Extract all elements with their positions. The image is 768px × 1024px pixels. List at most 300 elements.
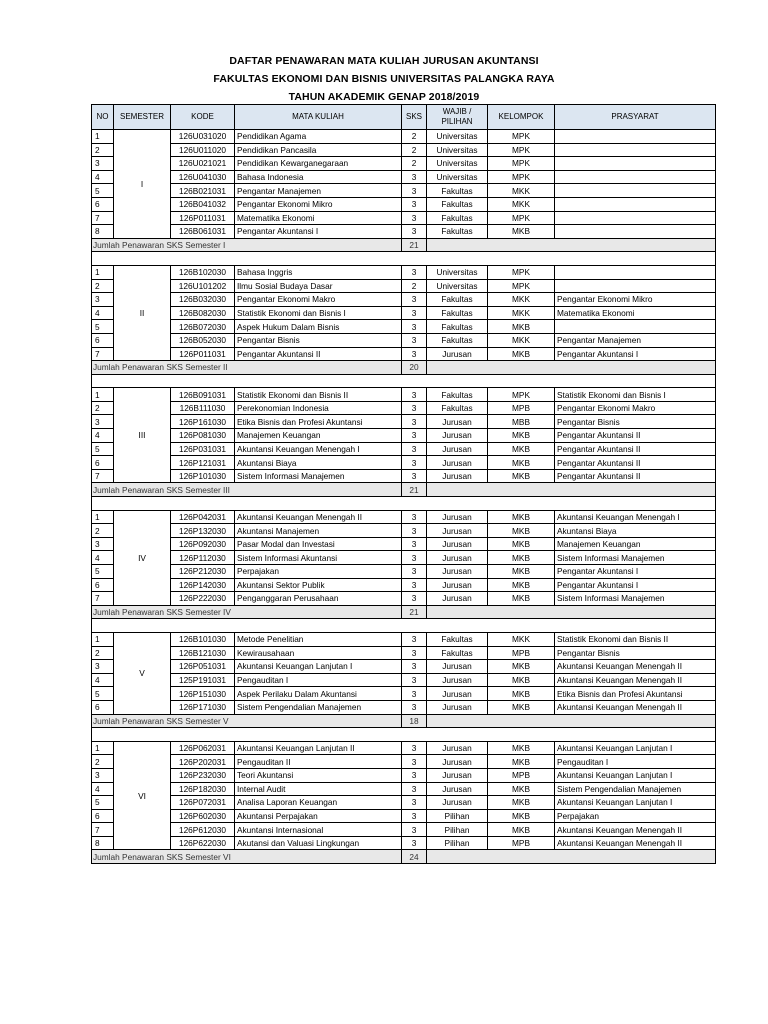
table-row [92, 442, 716, 456]
cell-wajib-pilihan: Universitas [427, 170, 488, 184]
cell-kode: 126B041032 [171, 197, 235, 211]
cell-sks: 3 [402, 170, 427, 184]
semester-cell: V [114, 632, 171, 714]
table-row [92, 456, 716, 470]
cell-no: 8 [92, 836, 114, 850]
cell-kelompok: MKB [488, 673, 555, 687]
cell-mata-kuliah: Perpajakan [235, 565, 402, 579]
spacer-cell [92, 497, 716, 511]
semester-cell: I [114, 130, 171, 239]
cell-prasyarat: Pengauditan I [555, 755, 716, 769]
cell-no: 1 [92, 741, 114, 755]
spacer-cell [92, 728, 716, 742]
table-row [92, 211, 716, 225]
cell-wajib-pilihan: Jurusan [427, 578, 488, 592]
semester-total-label: Jumlah Penawaran SKS Semester II [92, 361, 402, 375]
header-wajib-pilihan: WAJIB / PILIHAN [427, 105, 488, 130]
cell-kelompok: MPB [488, 401, 555, 415]
cell-sks: 3 [402, 265, 427, 279]
cell-no: 3 [92, 293, 114, 307]
cell-mata-kuliah: Manajemen Keuangan [235, 429, 402, 443]
cell-prasyarat: Pengantar Akuntansi I [555, 347, 716, 361]
cell-prasyarat: Akuntansi Keuangan Menengah II [555, 673, 716, 687]
table-row [92, 306, 716, 320]
table-row [92, 415, 716, 429]
cell-kode: 126P232030 [171, 768, 235, 782]
table-row [92, 469, 716, 483]
cell-no: 6 [92, 578, 114, 592]
cell-sks: 3 [402, 632, 427, 646]
semester-total-label: Jumlah Penawaran SKS Semester VI [92, 850, 402, 864]
cell-kelompok: MKB [488, 456, 555, 470]
cell-wajib-pilihan: Jurusan [427, 347, 488, 361]
cell-no: 1 [92, 632, 114, 646]
semester-total-row [92, 714, 716, 728]
cell-sks: 3 [402, 796, 427, 810]
cell-sks: 3 [402, 333, 427, 347]
cell-sks: 3 [402, 782, 427, 796]
cell-kode: 126B061031 [171, 225, 235, 239]
cell-mata-kuliah: Pendidikan Pancasila [235, 143, 402, 157]
cell-sks: 3 [402, 456, 427, 470]
spacer-row [92, 619, 716, 633]
cell-wajib-pilihan: Jurusan [427, 456, 488, 470]
cell-kelompok: MKB [488, 700, 555, 714]
cell-wajib-pilihan: Fakultas [427, 293, 488, 307]
document-title [0, 52, 768, 106]
cell-sks: 3 [402, 809, 427, 823]
cell-no: 6 [92, 809, 114, 823]
cell-sks: 3 [402, 660, 427, 674]
cell-mata-kuliah: Pengauditan I [235, 673, 402, 687]
cell-kelompok: MKB [488, 225, 555, 239]
cell-prasyarat: Pengantar Akuntansi I [555, 578, 716, 592]
cell-mata-kuliah: Internal Audit [235, 782, 402, 796]
cell-kelompok: MKB [488, 796, 555, 810]
table-header-row [92, 105, 716, 130]
cell-wajib-pilihan: Jurusan [427, 660, 488, 674]
cell-kode: 126U031020 [171, 130, 235, 144]
cell-prasyarat: Pengantar Akuntansi II [555, 469, 716, 483]
spacer-row [92, 252, 716, 266]
cell-prasyarat: Akuntansi Keuangan Lanjutan I [555, 768, 716, 782]
semester-total-filler [427, 361, 716, 375]
cell-kode: 126B072030 [171, 320, 235, 334]
cell-kelompok: MKB [488, 524, 555, 538]
table-row [92, 646, 716, 660]
cell-mata-kuliah: Pengantar Akuntansi I [235, 225, 402, 239]
cell-mata-kuliah: Pengantar Ekonomi Mikro [235, 197, 402, 211]
cell-kode: 126P112030 [171, 551, 235, 565]
table-row [92, 293, 716, 307]
cell-sks: 3 [402, 442, 427, 456]
cell-prasyarat [555, 320, 716, 334]
cell-prasyarat: Akuntansi Biaya [555, 524, 716, 538]
table-row [92, 796, 716, 810]
cell-mata-kuliah: Analisa Laporan Keuangan [235, 796, 402, 810]
cell-no: 1 [92, 130, 114, 144]
cell-mata-kuliah: Aspek Perilaku Dalam Akuntansi [235, 687, 402, 701]
table-row [92, 347, 716, 361]
cell-sks: 3 [402, 768, 427, 782]
cell-prasyarat: Pengantar Akuntansi II [555, 442, 716, 456]
cell-no: 4 [92, 673, 114, 687]
cell-kelompok: MKB [488, 429, 555, 443]
cell-prasyarat: Pengantar Akuntansi I [555, 565, 716, 579]
cell-mata-kuliah: Akuntansi Keuangan Lanjutan II [235, 741, 402, 755]
cell-prasyarat [555, 170, 716, 184]
cell-prasyarat: Statistik Ekonomi dan Bisnis II [555, 632, 716, 646]
cell-mata-kuliah: Teori Akuntansi [235, 768, 402, 782]
semester-total-row [92, 361, 716, 375]
cell-prasyarat [555, 197, 716, 211]
cell-prasyarat: Perpajakan [555, 809, 716, 823]
cell-mata-kuliah: Kewirausahaan [235, 646, 402, 660]
cell-prasyarat [555, 157, 716, 171]
cell-no: 5 [92, 565, 114, 579]
table-row [92, 333, 716, 347]
cell-sks: 3 [402, 741, 427, 755]
cell-sks: 3 [402, 592, 427, 606]
cell-no: 6 [92, 333, 114, 347]
semester-total-sks: 24 [402, 850, 427, 864]
title-line-3: TAHUN AKADEMIK GENAP 2018/2019 [288, 91, 480, 103]
cell-no: 7 [92, 469, 114, 483]
cell-mata-kuliah: Pengauditan II [235, 755, 402, 769]
cell-kelompok: MPK [488, 157, 555, 171]
table-row [92, 429, 716, 443]
cell-wajib-pilihan: Fakultas [427, 225, 488, 239]
cell-kode: 126B052030 [171, 333, 235, 347]
cell-kode: 126P101030 [171, 469, 235, 483]
cell-mata-kuliah: Perekonomian Indonesia [235, 401, 402, 415]
cell-sks: 3 [402, 510, 427, 524]
cell-kode: 126P132030 [171, 524, 235, 538]
cell-sks: 3 [402, 537, 427, 551]
cell-kelompok: MKB [488, 469, 555, 483]
cell-sks: 3 [402, 225, 427, 239]
header-kelompok: KELOMPOK [488, 105, 555, 130]
cell-prasyarat: Sistem Informasi Manajemen [555, 551, 716, 565]
cell-prasyarat: Sistem Pengendalian Manajemen [555, 782, 716, 796]
table-row [92, 768, 716, 782]
cell-sks: 3 [402, 388, 427, 402]
cell-no: 2 [92, 279, 114, 293]
cell-kode: 126P602030 [171, 809, 235, 823]
cell-wajib-pilihan: Fakultas [427, 320, 488, 334]
semester-cell: IV [114, 510, 171, 605]
cell-kelompok: MKB [488, 537, 555, 551]
cell-kelompok: MKB [488, 823, 555, 837]
cell-no: 4 [92, 170, 114, 184]
cell-kelompok: MKB [488, 347, 555, 361]
cell-kelompok: MKB [488, 551, 555, 565]
cell-kelompok: MPB [488, 836, 555, 850]
table-row [92, 741, 716, 755]
cell-kelompok: MKK [488, 184, 555, 198]
cell-wajib-pilihan: Jurusan [427, 551, 488, 565]
table-row [92, 551, 716, 565]
cell-mata-kuliah: Akuntansi Sektor Publik [235, 578, 402, 592]
cell-prasyarat: Pengantar Bisnis [555, 646, 716, 660]
cell-no: 4 [92, 306, 114, 320]
cell-mata-kuliah: Statistik Ekonomi dan Bisnis I [235, 306, 402, 320]
table-row [92, 524, 716, 538]
table-row [92, 388, 716, 402]
cell-wajib-pilihan: Jurusan [427, 741, 488, 755]
cell-mata-kuliah: Akutansi dan Valuasi Lingkungan [235, 836, 402, 850]
cell-kelompok: MKB [488, 320, 555, 334]
semester-total-sks: 21 [402, 483, 427, 497]
cell-no: 2 [92, 143, 114, 157]
cell-wajib-pilihan: Jurusan [427, 673, 488, 687]
cell-wajib-pilihan: Jurusan [427, 415, 488, 429]
cell-prasyarat: Akuntansi Keuangan Menengah II [555, 700, 716, 714]
cell-mata-kuliah: Ilmu Sosial Budaya Dasar [235, 279, 402, 293]
cell-kelompok: MPB [488, 646, 555, 660]
table-row [92, 537, 716, 551]
cell-no: 7 [92, 347, 114, 361]
cell-kelompok: MKB [488, 592, 555, 606]
spacer-cell [92, 619, 716, 633]
semester-total-row [92, 483, 716, 497]
cell-wajib-pilihan: Fakultas [427, 211, 488, 225]
cell-wajib-pilihan: Jurusan [427, 755, 488, 769]
cell-prasyarat [555, 184, 716, 198]
cell-sks: 3 [402, 551, 427, 565]
cell-kode: 126B111030 [171, 401, 235, 415]
header-semester: SEMESTER [114, 105, 171, 130]
table-row [92, 510, 716, 524]
cell-no: 5 [92, 442, 114, 456]
cell-sks: 2 [402, 157, 427, 171]
cell-kelompok: MPK [488, 143, 555, 157]
cell-kode: 126P121031 [171, 456, 235, 470]
cell-mata-kuliah: Statistik Ekonomi dan Bisnis II [235, 388, 402, 402]
cell-sks: 3 [402, 469, 427, 483]
semester-total-sks: 18 [402, 714, 427, 728]
cell-prasyarat: Sistem Informasi Manajemen [555, 592, 716, 606]
cell-no: 3 [92, 415, 114, 429]
cell-wajib-pilihan: Jurusan [427, 429, 488, 443]
cell-kode: 126P222030 [171, 592, 235, 606]
semester-cell: III [114, 388, 171, 483]
cell-no: 2 [92, 524, 114, 538]
cell-wajib-pilihan: Fakultas [427, 306, 488, 320]
cell-sks: 3 [402, 197, 427, 211]
table-row [92, 170, 716, 184]
cell-prasyarat [555, 211, 716, 225]
cell-mata-kuliah: Bahasa Inggris [235, 265, 402, 279]
cell-wajib-pilihan: Fakultas [427, 184, 488, 198]
cell-kelompok: MBB [488, 415, 555, 429]
table-row [92, 130, 716, 144]
title-line-1: DAFTAR PENAWARAN MATA KULIAH JURUSAN AKUNTANSI [229, 55, 539, 67]
header-kode: KODE [171, 105, 235, 130]
table-row [92, 265, 716, 279]
table-row [92, 632, 716, 646]
header-no: NO [92, 105, 114, 130]
cell-mata-kuliah: Akuntansi Biaya [235, 456, 402, 470]
cell-prasyarat: Akuntansi Keuangan Menengah I [555, 510, 716, 524]
table-row [92, 687, 716, 701]
cell-wajib-pilihan: Jurusan [427, 565, 488, 579]
cell-prasyarat: Pengantar Ekonomi Mikro [555, 293, 716, 307]
semester-total-label: Jumlah Penawaran SKS Semester V [92, 714, 402, 728]
spacer-cell [92, 374, 716, 388]
table-row [92, 225, 716, 239]
table-row [92, 809, 716, 823]
cell-kode: 126B121030 [171, 646, 235, 660]
cell-no: 5 [92, 184, 114, 198]
cell-wajib-pilihan: Fakultas [427, 388, 488, 402]
cell-no: 5 [92, 687, 114, 701]
cell-kode: 126P171030 [171, 700, 235, 714]
cell-no: 2 [92, 646, 114, 660]
semester-total-row [92, 850, 716, 864]
cell-mata-kuliah: Pengantar Ekonomi Makro [235, 293, 402, 307]
cell-no: 4 [92, 429, 114, 443]
cell-no: 1 [92, 265, 114, 279]
cell-wajib-pilihan: Jurusan [427, 537, 488, 551]
semester-total-row [92, 238, 716, 252]
cell-no: 1 [92, 510, 114, 524]
cell-kode: 126B101030 [171, 632, 235, 646]
cell-wajib-pilihan: Jurusan [427, 524, 488, 538]
header-sks: SKS [402, 105, 427, 130]
cell-kode: 126B091031 [171, 388, 235, 402]
cell-wajib-pilihan: Universitas [427, 157, 488, 171]
cell-mata-kuliah: Akuntansi Keuangan Menengah II [235, 510, 402, 524]
cell-wajib-pilihan: Pilihan [427, 823, 488, 837]
title-line-2: FAKULTAS EKONOMI DAN BISNIS UNIVERSITAS PALANGKA RAYA [213, 73, 555, 85]
cell-kelompok: MKK [488, 632, 555, 646]
cell-prasyarat: Pengantar Akuntansi II [555, 456, 716, 470]
semester-total-label: Jumlah Penawaran SKS Semester IV [92, 605, 402, 619]
cell-sks: 3 [402, 687, 427, 701]
table-row [92, 660, 716, 674]
cell-kode: 125P191031 [171, 673, 235, 687]
cell-mata-kuliah: Sistem Informasi Manajemen [235, 469, 402, 483]
table-row [92, 700, 716, 714]
cell-wajib-pilihan: Jurusan [427, 700, 488, 714]
table-row [92, 823, 716, 837]
table-body [92, 130, 716, 864]
cell-mata-kuliah: Akuntansi Internasional [235, 823, 402, 837]
cell-no: 7 [92, 592, 114, 606]
cell-sks: 3 [402, 524, 427, 538]
cell-wajib-pilihan: Universitas [427, 143, 488, 157]
cell-kode: 126P042031 [171, 510, 235, 524]
cell-prasyarat: Akuntansi Keuangan Menengah II [555, 823, 716, 837]
cell-kode: 126P212030 [171, 565, 235, 579]
table-row [92, 320, 716, 334]
cell-no: 7 [92, 211, 114, 225]
cell-wajib-pilihan: Jurusan [427, 442, 488, 456]
cell-prasyarat: Pengantar Akuntansi II [555, 429, 716, 443]
table-row [92, 401, 716, 415]
cell-prasyarat: Akuntansi Keuangan Menengah II [555, 836, 716, 850]
cell-no: 3 [92, 537, 114, 551]
cell-no: 5 [92, 796, 114, 810]
spacer-row [92, 497, 716, 511]
cell-no: 4 [92, 782, 114, 796]
cell-wajib-pilihan: Fakultas [427, 632, 488, 646]
cell-wajib-pilihan: Jurusan [427, 592, 488, 606]
cell-kode: 126P161030 [171, 415, 235, 429]
cell-kode: 126P092030 [171, 537, 235, 551]
cell-prasyarat: Akuntansi Keuangan Lanjutan I [555, 741, 716, 755]
cell-kelompok: MKK [488, 197, 555, 211]
cell-kode: 126B082030 [171, 306, 235, 320]
cell-sks: 3 [402, 293, 427, 307]
semester-total-sks: 20 [402, 361, 427, 375]
cell-prasyarat: Manajemen Keuangan [555, 537, 716, 551]
cell-kelompok: MPK [488, 130, 555, 144]
cell-mata-kuliah: Pengantar Akuntansi II [235, 347, 402, 361]
table-row [92, 592, 716, 606]
table-row [92, 836, 716, 850]
cell-wajib-pilihan: Jurusan [427, 469, 488, 483]
cell-mata-kuliah: Aspek Hukum Dalam Bisnis [235, 320, 402, 334]
cell-sks: 3 [402, 823, 427, 837]
cell-wajib-pilihan: Universitas [427, 279, 488, 293]
cell-wajib-pilihan: Jurusan [427, 768, 488, 782]
cell-sks: 3 [402, 755, 427, 769]
cell-kode: 126U021021 [171, 157, 235, 171]
cell-prasyarat: Etika Bisnis dan Profesi Akuntansi [555, 687, 716, 701]
cell-mata-kuliah: Akuntansi Keuangan Lanjutan I [235, 660, 402, 674]
cell-no: 6 [92, 197, 114, 211]
course-offering-table [91, 104, 716, 864]
cell-kelompok: MKB [488, 782, 555, 796]
cell-kelompok: MPK [488, 279, 555, 293]
cell-no: 1 [92, 388, 114, 402]
cell-kelompok: MKK [488, 293, 555, 307]
table-row [92, 578, 716, 592]
cell-no: 8 [92, 225, 114, 239]
cell-no: 3 [92, 768, 114, 782]
cell-wajib-pilihan: Fakultas [427, 401, 488, 415]
cell-no: 3 [92, 660, 114, 674]
cell-kode: 126P151030 [171, 687, 235, 701]
table-row [92, 782, 716, 796]
cell-kode: 126P011031 [171, 347, 235, 361]
cell-kelompok: MKK [488, 333, 555, 347]
spacer-row [92, 374, 716, 388]
cell-no: 2 [92, 401, 114, 415]
cell-wajib-pilihan: Fakultas [427, 646, 488, 660]
cell-wajib-pilihan: Universitas [427, 265, 488, 279]
spacer-row [92, 728, 716, 742]
cell-no: 4 [92, 551, 114, 565]
cell-kelompok: MKB [488, 660, 555, 674]
semester-total-filler [427, 238, 716, 252]
cell-kode: 126B032030 [171, 293, 235, 307]
cell-prasyarat [555, 265, 716, 279]
cell-mata-kuliah: Bahasa Indonesia [235, 170, 402, 184]
cell-kode: 126U041030 [171, 170, 235, 184]
cell-wajib-pilihan: Pilihan [427, 836, 488, 850]
cell-prasyarat: Statistik Ekonomi dan Bisnis I [555, 388, 716, 402]
cell-wajib-pilihan: Pilihan [427, 809, 488, 823]
cell-kode: 126U101202 [171, 279, 235, 293]
cell-prasyarat: Akuntansi Keuangan Lanjutan I [555, 796, 716, 810]
table-row [92, 143, 716, 157]
table-row [92, 157, 716, 171]
cell-no: 2 [92, 755, 114, 769]
cell-kelompok: MKB [488, 809, 555, 823]
